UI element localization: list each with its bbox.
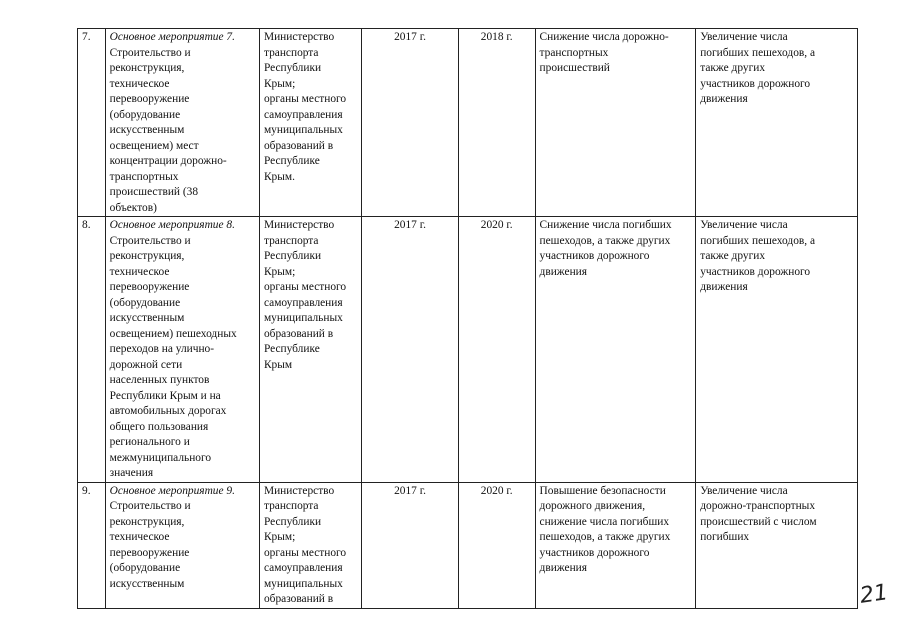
measure-title: Основное мероприятие 9. xyxy=(109,484,235,497)
row-number: 8. xyxy=(78,217,106,483)
expected-result-cell: Снижение числа погибших пешеходов, а также других участников дорожного движения xyxy=(535,217,696,483)
expected-result-cell: Снижение числа дорожно- транспортных происшествий xyxy=(535,29,696,217)
start-year-cell: 2017 г. xyxy=(362,29,459,217)
measure-description: Строительство и реконструкция, техническое перевооружение (оборудование искусственным освещением) пешеходных переходов на улично- дорожной сети населенных пунктов Республики Крым и на автомобильных дорогах общего пользования регионального и межмуниципального значения xyxy=(109,234,237,479)
table-row xyxy=(78,29,858,217)
end-year-cell: 2020 г. xyxy=(458,217,535,483)
measure-description: Строительство и реконструкция, техническое перевооружение (оборудование искусственным xyxy=(109,500,191,590)
end-year-cell: 2018 г. xyxy=(458,29,535,217)
measure-name-cell xyxy=(105,29,259,217)
measure-description: Строительство и реконструкция, техническое перевооружение (оборудование искусственным освещением) мест концентрации дорожно- транспортных происшествий (38 объектов) xyxy=(109,46,227,214)
end-year-cell: 2020 г. xyxy=(458,482,535,608)
executor-cell: Министерство транспорта Республики Крым; органы местного самоуправления муниципальных образований в Республике Крым xyxy=(259,217,361,483)
measures-table xyxy=(77,28,858,609)
consequence-cell: Увеличение числа погибших пешеходов, а также других участников дорожного движения xyxy=(696,29,858,217)
row-number: 9. xyxy=(78,482,106,608)
table-row xyxy=(78,482,858,608)
consequence-cell: Увеличение числа дорожно-транспортных происшествий с числом погибших xyxy=(696,482,858,608)
start-year-cell: 2017 г. xyxy=(362,482,459,608)
start-year-cell: 2017 г. xyxy=(362,217,459,483)
expected-result-cell: Повышение безопасности дорожного движения, снижение числа погибших пешеходов, а также других участников дорожного движения xyxy=(535,482,696,608)
executor-cell: Министерство транспорта Республики Крым; органы местного самоуправления муниципальных образований в xyxy=(259,482,361,608)
executor-cell: Министерство транспорта Республики Крым; органы местного самоуправления муниципальных образований в Республике Крым. xyxy=(259,29,361,217)
table-row xyxy=(78,217,858,483)
measure-name-cell xyxy=(105,482,259,608)
measure-title: Основное мероприятие 8. xyxy=(109,219,235,231)
handwritten-page-number: 21 xyxy=(858,580,890,609)
consequence-cell: Увеличение числа погибших пешеходов, а также других участников дорожного движения xyxy=(696,217,858,483)
row-number: 7. xyxy=(78,29,106,217)
measure-title: Основное мероприятие 7. xyxy=(109,31,235,43)
measure-name-cell xyxy=(105,217,259,483)
